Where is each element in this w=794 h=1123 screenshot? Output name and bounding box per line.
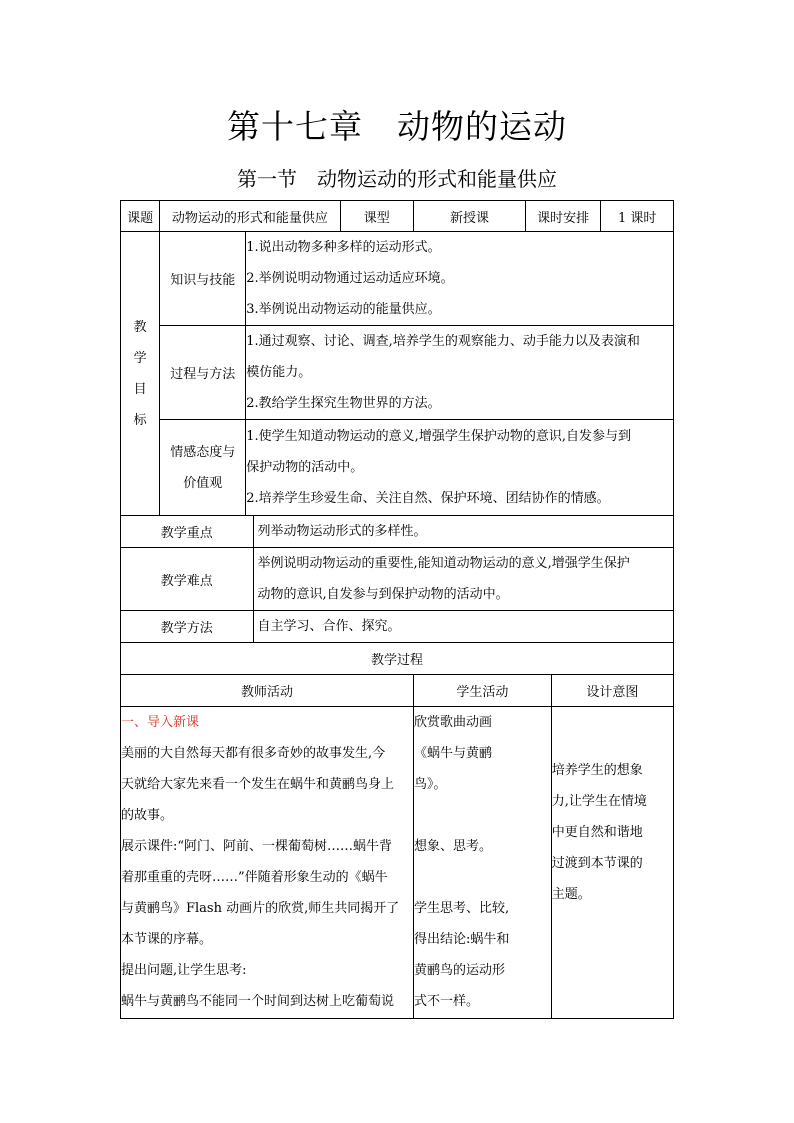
student-line: 鸟》。 xyxy=(414,777,447,792)
hours-label: 课时安排 xyxy=(525,201,601,232)
teacher-activity-cell xyxy=(121,707,414,1019)
intent-line: 过渡到本节课的 xyxy=(551,856,643,871)
goal-process-row xyxy=(121,326,674,420)
process-label: 过程与方法 xyxy=(160,326,246,420)
student-line: 《蜗牛与黄鹂 xyxy=(414,746,493,761)
section-subtitle: 第一节 动物运动的形式和能量供应 xyxy=(237,167,557,191)
key-point-value: 列举动物运动形式的多样性。 xyxy=(253,516,673,548)
intent-line: 培养学生的想象 xyxy=(551,763,643,778)
hours-value: 1 课时 xyxy=(601,201,674,232)
teacher-line: 天就给大家先来看一个发生在蜗牛和黄鹂鸟身上 xyxy=(121,777,395,792)
teacher-column-header: 教师活动 xyxy=(121,675,414,707)
process-content: 1.通过观察、讨论、调查,培养学生的观察能力、动手能力以及表演和 模仿能力。 2.教给学生探究生物世界的方法。 xyxy=(246,326,674,420)
knowledge-label: 知识与技能 xyxy=(160,232,246,326)
difficulty-row xyxy=(121,548,674,611)
process-header-row xyxy=(121,643,674,675)
teacher-line: 着那重重的壳呀……”伴随着形象生动的《蜗牛 xyxy=(121,870,388,885)
student-line: 黄鹂鸟的运动形 xyxy=(414,963,506,978)
teacher-line: 美丽的大自然每天都有很多奇妙的故事发生,今 xyxy=(121,746,386,761)
emotion-label: 情感态度与 价值观 xyxy=(160,420,246,516)
process-content-row xyxy=(121,707,674,1019)
intent-line: 力,让学生在情境 xyxy=(551,794,647,809)
student-column-header: 学生活动 xyxy=(414,675,552,707)
difficulty-content: 举例说明动物运动的重要性,能知道动物运动的意义,增强学生保护 动物的意识,自发参与到保护动物的活动中。 xyxy=(253,548,673,611)
student-line: 学生思考、比较, xyxy=(414,901,510,916)
method-value: 自主学习、合作、探究。 xyxy=(253,611,673,643)
design-intent-cell xyxy=(551,707,673,1019)
teacher-line: 与黄鹂鸟》Flash 动画片的欣赏,师生共同揭开了 xyxy=(121,901,400,916)
info-row xyxy=(121,201,674,232)
intent-column-header: 设计意图 xyxy=(551,675,673,707)
teacher-line: 本节课的序幕。 xyxy=(121,932,213,947)
knowledge-content: 1.说出动物多种多样的运动形式。 2.举例说明动物通过运动适应环境。 3.举例说出动物运动的能量供应。 xyxy=(246,232,674,326)
goal-knowledge-row xyxy=(121,232,674,326)
difficulty-label: 教学难点 xyxy=(121,548,254,611)
lesson-plan-table xyxy=(120,200,674,1019)
student-line: 想象、思考。 xyxy=(414,839,493,854)
goal-emotion-row xyxy=(121,420,674,516)
teacher-line: 的故事。 xyxy=(121,808,174,823)
student-line: 欣赏歌曲动画 xyxy=(414,715,493,730)
teacher-line: 展示课件:“阿门、阿前、一棵葡萄树……蜗牛背 xyxy=(121,839,393,854)
topic-label: 课题 xyxy=(121,201,160,232)
teacher-line: 提出问题,让学生思考: xyxy=(121,963,247,978)
student-activity-cell xyxy=(414,707,552,1019)
key-point-row xyxy=(121,516,674,548)
emotion-content: 1.使学生知道动物运动的意义,增强学生保护动物的意识,自发参与到 保护动物的活动中。 2.培养学生珍爱生命、关注自然、保护环境、团结协作的情感。 xyxy=(246,420,674,516)
teaching-goals-label: 教 学 目 标 xyxy=(121,232,160,516)
intent-line: 中更自然和谐地 xyxy=(551,825,643,840)
column-header-row xyxy=(121,675,674,707)
method-label: 教学方法 xyxy=(121,611,254,643)
teacher-line: 蜗牛与黄鹂鸟不能同一个时间到达树上吃葡萄说 xyxy=(121,994,395,1009)
student-line: 式不一样。 xyxy=(414,994,480,1009)
type-value: 新授课 xyxy=(414,201,526,232)
student-line: 得出结论:蜗牛和 xyxy=(414,932,510,947)
type-label: 课型 xyxy=(340,201,414,232)
intent-line: 主题。 xyxy=(551,887,591,902)
process-header: 教学过程 xyxy=(121,643,674,675)
topic-value: 动物运动的形式和能量供应 xyxy=(160,201,340,232)
chapter-title: 第十七章 动物的运动 xyxy=(227,107,567,146)
method-row xyxy=(121,611,674,643)
key-point-label: 教学重点 xyxy=(121,516,254,548)
lead-in-heading: 一、导入新课 xyxy=(121,715,200,730)
